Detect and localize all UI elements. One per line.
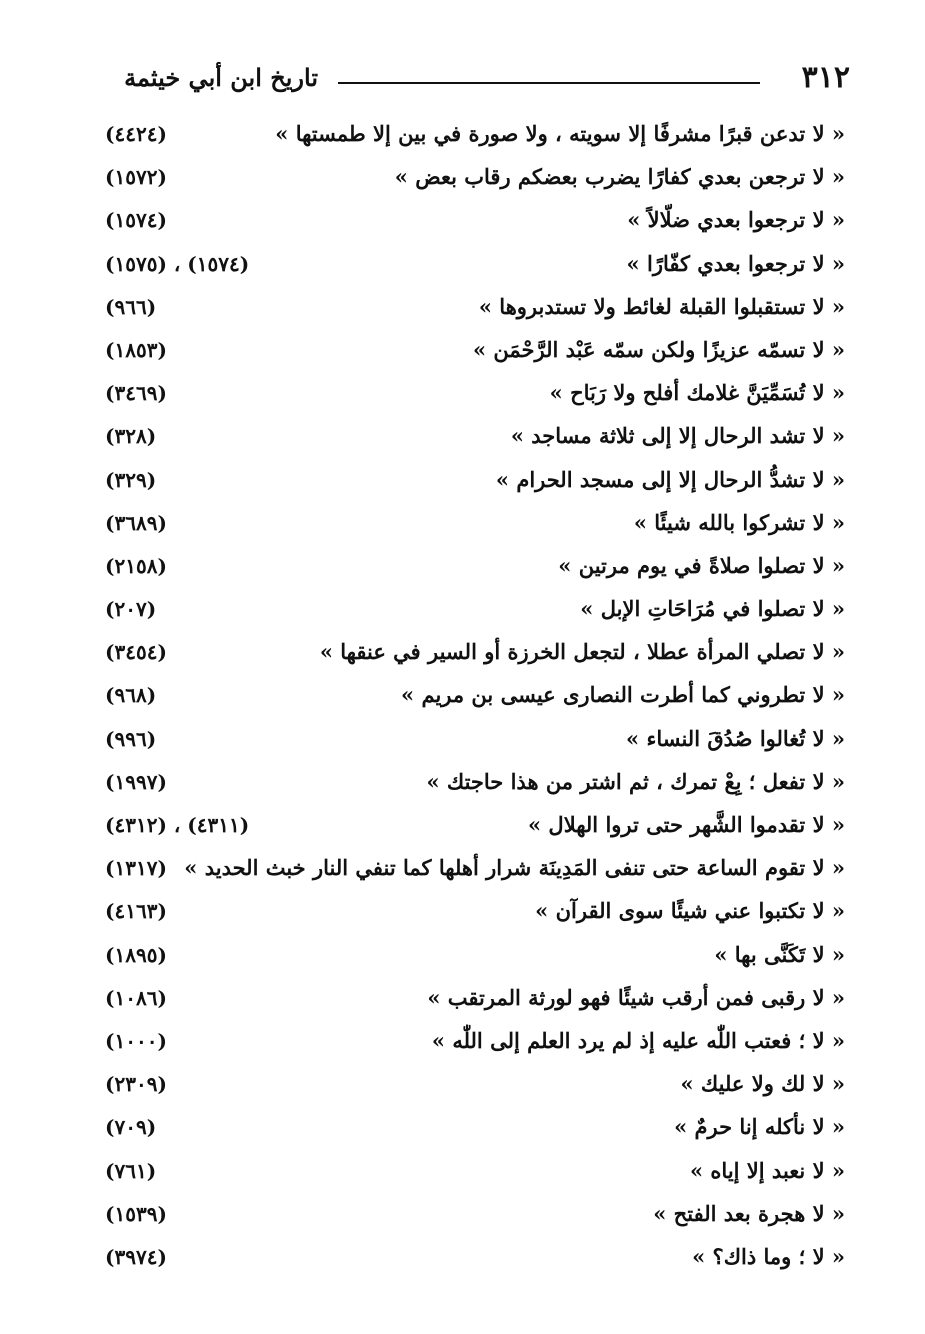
- hadith-text: « لا نأكله إنا حرمٌ »: [674, 1114, 845, 1140]
- hadith-ref: (١٨٩٥): [105, 942, 167, 967]
- list-item: [100, 848, 845, 891]
- hadith-ref: (٢٠٧): [105, 597, 157, 622]
- hadith-text: « لا تقوم الساعة حتى تنفى المَدِينَة شرار أهلها كما تنفي النار خبث الحديد »: [184, 855, 845, 881]
- list-item: [100, 546, 845, 589]
- page-number: ٣١٢: [801, 60, 850, 95]
- hadith-text: « لا ترجعوا بعدي ضلّالاً »: [627, 207, 845, 233]
- hadith-ref: (١٠٠٠): [105, 1028, 167, 1053]
- hadith-text: « لا تدعن قبرًا مشرفًا إلا سويته ، ولا صورة في بين إلا طمستها »: [275, 121, 845, 146]
- hadith-ref: (٤٤٢٤): [105, 122, 167, 146]
- hadith-text: « لا تُغالوا صُدُقَ النساء »: [626, 725, 845, 751]
- hadith-ref: (٣٦٨٩): [105, 510, 167, 535]
- list-item: [100, 891, 845, 934]
- hadith-ref: (١٥٧٤): [105, 208, 167, 233]
- list-item: [100, 114, 845, 157]
- hadith-ref: (٣٤٦٩): [105, 381, 167, 406]
- list-item: [100, 805, 845, 848]
- hadith-text: « لا ترجعوا بعدي كفّارًا »: [626, 250, 845, 276]
- hadith-ref: (٣٢٨): [105, 424, 157, 449]
- hadith-text: « لا تصلوا صلاةً في يوم مرتين »: [558, 552, 845, 578]
- hadith-ref: (١٥٣٩): [105, 1201, 167, 1226]
- hadith-text: « لا تَكَنَّى بها »: [714, 941, 845, 967]
- list-item: [100, 1151, 845, 1194]
- hadith-text: « لا لك ولا عليك »: [680, 1071, 845, 1097]
- list-item: [100, 460, 845, 503]
- hadith-index-list: [100, 114, 845, 1280]
- list-item: [100, 200, 845, 243]
- list-item: [100, 719, 845, 762]
- list-item: [100, 1194, 845, 1237]
- list-item: [100, 935, 845, 978]
- hadith-text: « لا تطروني كما أطرت النصارى عيسى بن مريم »: [401, 682, 845, 708]
- list-item: [100, 675, 845, 718]
- hadith-text: « لا تفعل ؛ بِعْ تمرك ، ثم اشتر من هذا حاجتك »: [426, 768, 845, 794]
- hadith-text: « لا ؛ وما ذاك؟ »: [692, 1243, 845, 1269]
- list-item: [100, 287, 845, 330]
- list-item: [100, 632, 845, 675]
- hadith-text: « لا تصلوا في مُرَاحَاتِ الإبل »: [580, 596, 845, 622]
- list-item: [100, 1237, 845, 1280]
- hadith-ref: (٣٢٩): [105, 467, 157, 492]
- list-item: [100, 1064, 845, 1107]
- hadith-ref: (١٩٩٧): [105, 769, 167, 794]
- hadith-ref: (١٠٨٦): [105, 985, 167, 1010]
- hadith-ref: (٧٠٩): [105, 1115, 157, 1140]
- hadith-text: « لا تكتبوا عني شيئًا سوى القرآن »: [535, 898, 845, 924]
- list-item: [100, 244, 845, 287]
- hadith-text: « لا نعبد إلا إياه »: [689, 1157, 845, 1183]
- hadith-ref: (٩٦٨): [105, 683, 157, 708]
- hadith-text: « لا تصلي المرأة عطلا ، لتجعل الخرزة أو السير في عنقها »: [319, 639, 845, 665]
- list-item: [100, 373, 845, 416]
- hadith-text: « لا تقدموا الشَّهر حتى تروا الهلال »: [528, 812, 845, 837]
- hadith-ref: (١٥٧٢): [105, 165, 167, 190]
- list-item: [100, 503, 845, 546]
- hadith-ref: (١٥٧٤) ، (١٥٧٥): [105, 251, 250, 276]
- list-item: [100, 1107, 845, 1150]
- list-item: [100, 157, 845, 200]
- hadith-ref: (١٣١٧): [105, 856, 167, 881]
- hadith-text: « لا تسمّه عزيزًا ولكن سمّه عَبْد الرَّحْمَن »: [472, 336, 845, 362]
- hadith-text: « لا ترجعن بعدي كفارًا يضرب بعضكم رقاب بعض »: [394, 164, 845, 190]
- list-item: [100, 1021, 845, 1064]
- hadith-ref: (٣٩٧٤): [105, 1244, 167, 1269]
- list-item: [100, 416, 845, 459]
- page-header: [100, 60, 850, 100]
- list-item: [100, 762, 845, 805]
- hadith-text: « لا ؛ فعتب اللّٰه عليه إذ لم يرد العلم إلى اللّٰه »: [431, 1027, 845, 1053]
- hadith-text: « لا تستقبلوا القبلة لغائط ولا تستدبروها »: [478, 293, 845, 319]
- hadith-ref: (٢٣٠٩): [105, 1072, 167, 1097]
- hadith-text: « لا هجرة بعد الفتح »: [653, 1200, 845, 1226]
- hadith-ref: (٣٤٥٤): [105, 640, 167, 665]
- hadith-text: « لا تشدُّ الرحال إلا إلى مسجد الحرام »: [495, 466, 845, 492]
- hadith-ref: (٤٣١١) ، (٤٣١٢): [105, 813, 250, 837]
- hadith-text: « لا تشركوا بالله شيئًا »: [633, 509, 845, 535]
- hadith-text: « لا رقبى فمن أرقب شيئًا فهو لورثة المرتقب »: [427, 984, 845, 1010]
- hadith-ref: (٧٦١): [105, 1158, 157, 1183]
- hadith-ref: (٩٩٦): [105, 726, 157, 751]
- hadith-ref: (٢١٥٨): [105, 553, 167, 578]
- hadith-text: « لا تُسَمِّيَنَّ غلامك أفلح ولا رَبَاح »: [549, 380, 845, 406]
- list-item: [100, 978, 845, 1021]
- hadith-ref: (٩٦٦): [105, 294, 157, 319]
- header-rule: [338, 82, 760, 84]
- list-item: [100, 589, 845, 632]
- book-title: تاريخ ابن أبي خيثمة: [124, 63, 318, 92]
- hadith-ref: (١٨٥٣): [105, 337, 167, 362]
- hadith-text: « لا تشد الرحال إلا إلى ثلاثة مساجد »: [510, 423, 845, 449]
- list-item: [100, 330, 845, 373]
- hadith-ref: (٤١٦٣): [105, 899, 167, 924]
